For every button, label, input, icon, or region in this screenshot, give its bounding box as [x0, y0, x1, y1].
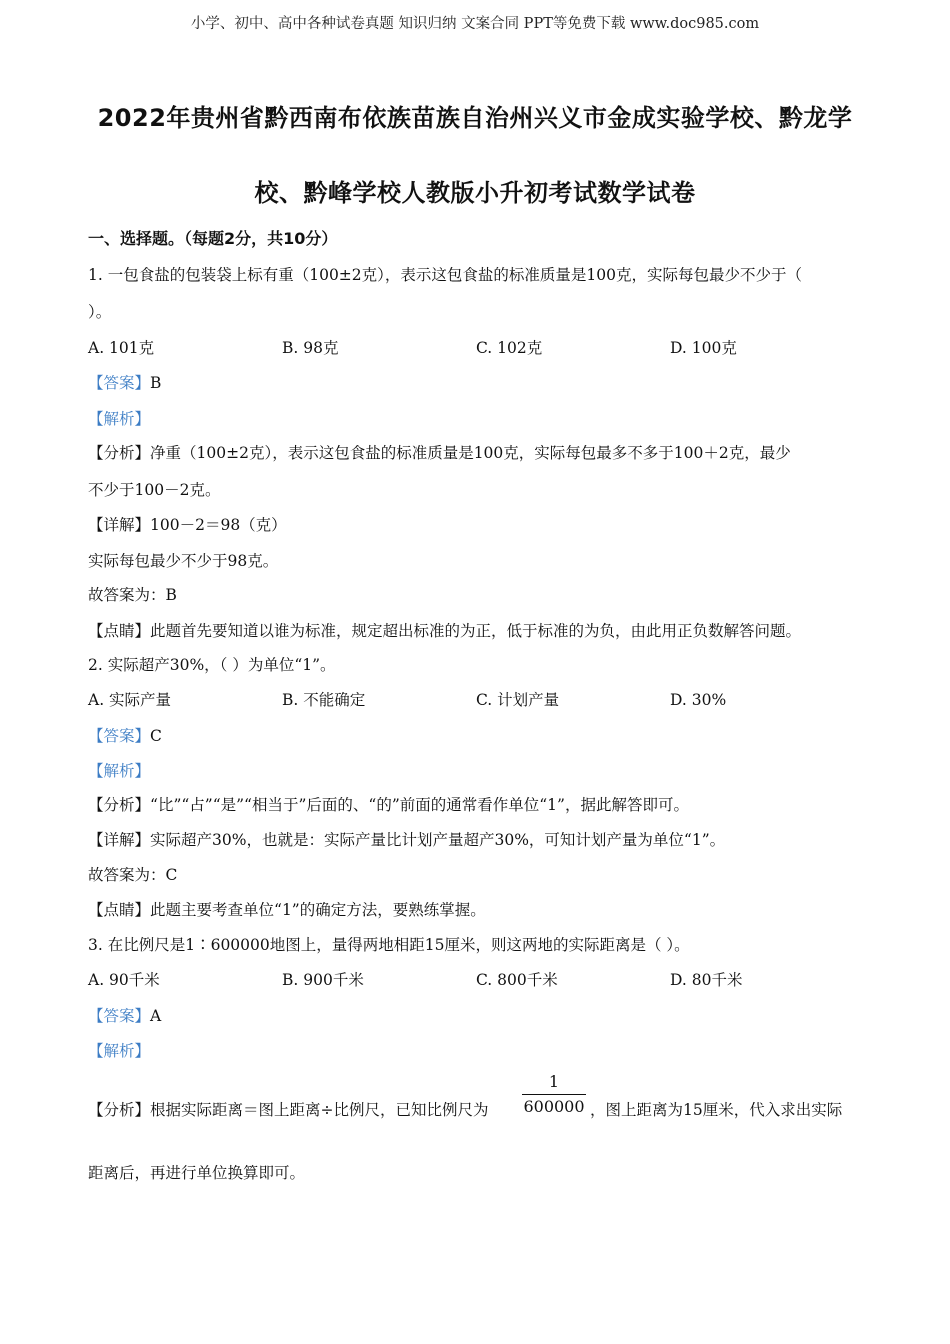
section-heading: 一、选择题。（每题2分，共10分）	[88, 229, 338, 248]
q3-stem: 3. 在比例尺是1∶600000地图上，量得两地相距15厘米，则这两地的实际距离是（ ）。	[88, 936, 690, 954]
q1-dianjing	[88, 621, 801, 641]
page-title-line-2: 校、黔峰学校人教版小升初考试数学试卷	[254, 179, 696, 207]
q2-xiangjie-text: 实际超产30%，也就是：实际产量比计划产量超产30%，可知计划产量为单位“1”。	[150, 831, 726, 849]
site-header: 小学、初中、高中各种试卷真题 知识归纳 文案合同 PPT等免费下载 www.doc985.com	[190, 16, 760, 32]
q3-analysis-label: 【解析】	[88, 1042, 151, 1060]
dianjing-label: 【点睛】	[88, 901, 151, 919]
q3-option-d: D. 80千米	[670, 971, 743, 989]
q1-option-a: A. 101克	[88, 339, 155, 357]
q1-option-c: C. 102克	[476, 339, 543, 357]
q1-fenxi-cont: 不少于100－2克。	[88, 481, 221, 499]
q2-analysis-label: 【解析】	[88, 762, 151, 780]
fenxi-label: 【分析】	[88, 796, 151, 814]
q3-option-b: B. 900千米	[282, 971, 364, 989]
dianjing-label: 【点睛】	[88, 622, 151, 640]
answer-label: 【答案】	[88, 374, 151, 392]
q2-conclusion: 故答案为：C	[88, 866, 178, 884]
q3-fenxi-text-a: 根据实际距离＝图上距离÷比例尺，已知比例尺为	[150, 1101, 489, 1119]
q2-dianjing	[88, 900, 486, 920]
q3-answer-value: A	[150, 1007, 162, 1025]
q1-fenxi	[88, 443, 791, 463]
q2-option-a: A. 实际产量	[88, 691, 172, 709]
answer-label: 【答案】	[88, 727, 151, 745]
q3-option-c: C. 800千米	[476, 971, 558, 989]
q1-xiangjie-line: 实际每包最少不少于98克。	[88, 552, 279, 570]
q1-xiangjie	[88, 515, 287, 535]
q1-option-b: B. 98克	[282, 339, 339, 357]
q2-stem: 2. 实际超产30%，（ ）为单位“1”。	[88, 656, 336, 674]
q1-dianjing-text: 此题首先要知道以谁为标准，规定超出标准的为正，低于标准的为负，由此用正负数解答问题。	[150, 622, 802, 640]
q1-stem: 1. 一包食盐的包装袋上标有重（100±2克），表示这包食盐的标准质量是100克，实际每包最少不少于（	[88, 266, 802, 284]
q2-xiangjie	[88, 830, 725, 850]
q3-fenxi-cont: 距离后，再进行单位换算即可。	[88, 1164, 306, 1182]
scale-fraction	[522, 1072, 586, 1117]
fraction-denominator: 600000	[523, 1097, 585, 1116]
q1-answer-value: B	[150, 374, 162, 392]
q1-conclusion: 故答案为：B	[88, 586, 177, 604]
q1-answer	[88, 373, 161, 393]
fenxi-label: 【分析】	[88, 1101, 151, 1119]
xiangjie-label: 【详解】	[88, 516, 151, 534]
xiangjie-label: 【详解】	[88, 831, 151, 849]
q2-fenxi-text: “比”“占”“是”“相当于”后面的、“的”前面的通常看作单位“1”，据此解答即可。	[150, 796, 689, 814]
page-title-line-1: 2022年贵州省黔西南布依族苗族自治州兴义市金成实验学校、黔龙学	[97, 104, 853, 132]
q2-option-d: D. 30%	[670, 691, 727, 709]
q2-dianjing-text: 此题主要考查单位“1”的确定方法，要熟练掌握。	[150, 901, 486, 919]
q2-answer	[88, 726, 162, 746]
q1-option-d: D. 100克	[670, 339, 737, 357]
fraction-numerator: 1	[548, 1072, 560, 1091]
q3-fenxi	[88, 1100, 489, 1120]
q1-fenxi-text: 净重（100±2克），表示这包食盐的标准质量是100克，实际每包最多不多于100＋2克，最少	[150, 444, 791, 462]
q1-stem-cont: ）。	[88, 303, 112, 321]
q2-answer-value: C	[150, 727, 162, 745]
q1-xiangjie-text: 100－2＝98（克）	[150, 516, 287, 534]
answer-label: 【答案】	[88, 1007, 151, 1025]
fraction-bar	[522, 1094, 586, 1095]
q2-option-c: C. 计划产量	[476, 691, 560, 709]
q2-option-b: B. 不能确定	[282, 691, 366, 709]
q3-fenxi-text-b: ，图上距离为15厘米，代入求出实际	[590, 1101, 843, 1119]
q3-answer	[88, 1006, 161, 1026]
q2-fenxi	[88, 795, 689, 815]
q3-option-a: A. 90千米	[88, 971, 160, 989]
fenxi-label: 【分析】	[88, 444, 151, 462]
q1-analysis-label: 【解析】	[88, 410, 151, 428]
